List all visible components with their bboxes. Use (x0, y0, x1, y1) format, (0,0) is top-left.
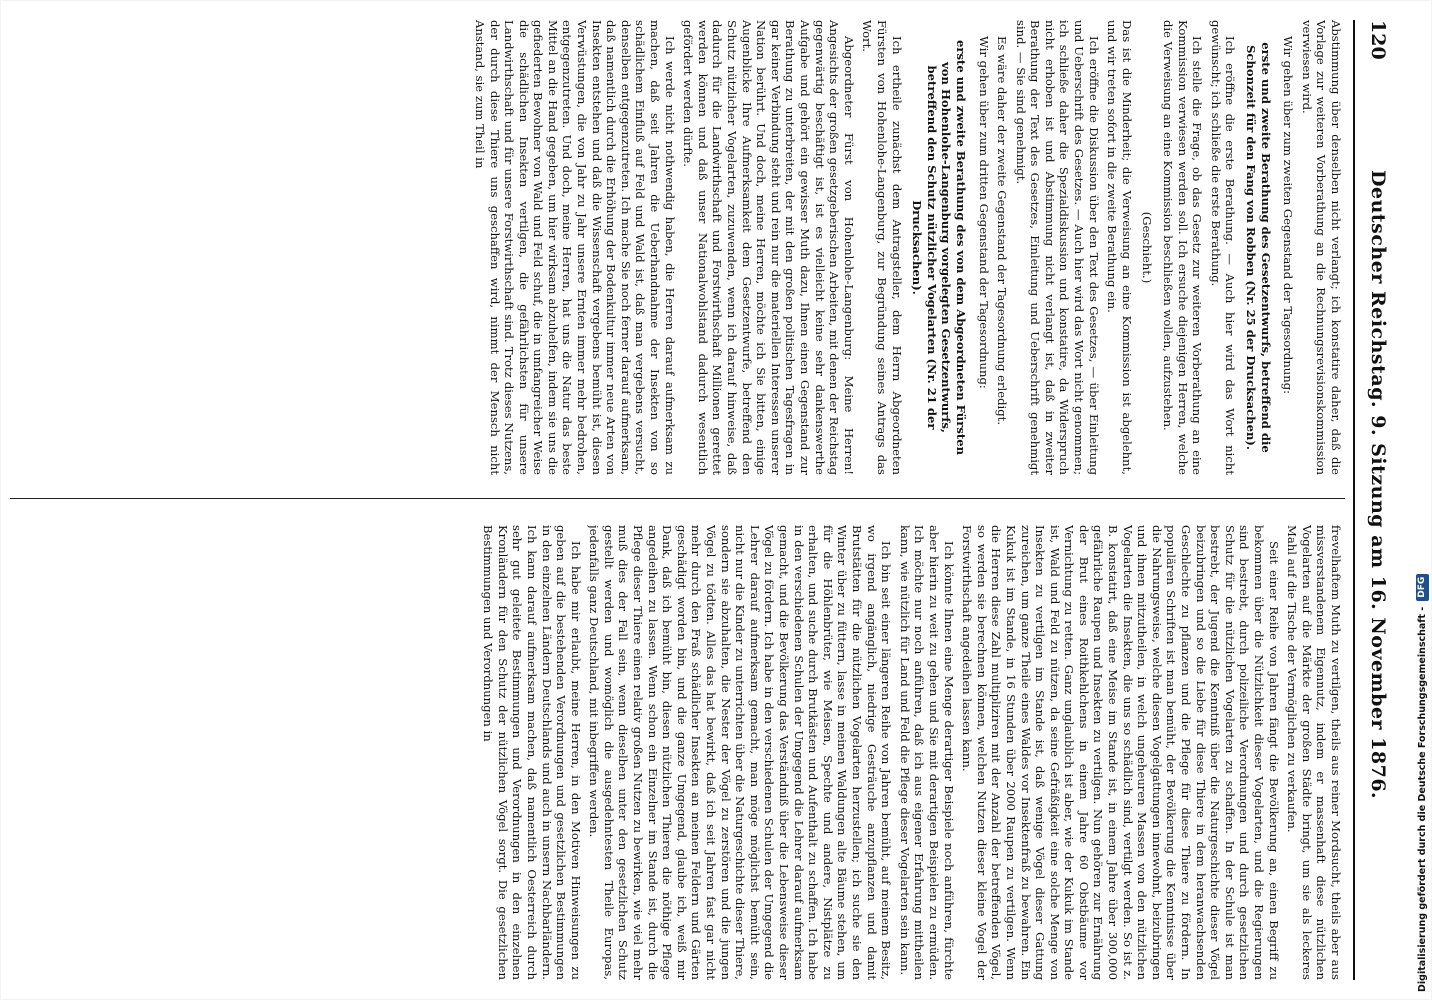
paragraph: Ich eröffne die erste Berathung. — Auch hier wird das Wort nicht gewünscht; ich schließe die erste Berathung. (1208, 20, 1238, 475)
paragraph: Das ist die Minderheit; die Verweisung an eine Kommission ist abgelehnt, und wir treten sofort in die zweite Berathung ein. (1105, 20, 1134, 475)
paragraph: Es wäre daher der zweite Gegenstand der Tagesordnung erledigt. (995, 36, 1010, 426)
speech-paragraph: Ich bin seit einer längeren Reihe von Jahren bemüht, auf meinem Besitz, wo irgend angänglich, niedrige Gesträuche anzupflanzen und damit Brutstätten für die nützlichen Vogelarten herzustellen; ich suche sie den Winter über zu füttern, lasse in meinen Waldungen alte Bäume stehen, um für die Höhlenbrüter, wie Meisen, Spechte und andere, Nistplätze zu erhalten, und suche durch Brutkästen und Aufenthalt zu schaffen. Ich habe in den verschiedenen Schulen der Umgegend die Lehrer darauf aufmerksam gemacht, und die Bevölkerung das Verständniß über die Lebensweise dieser Vögel zu fördern. Ich habe in den verschiedenen Schulen der Umgegend die Lehrer darauf aufmerksam gemacht, man möge möglichst bemüht sein, nicht nur die Kinder zu unterrichten über die Naturgeschichte dieser Thiere, sondern sie abzuhalten, die Nester der Vögel zu zerstören und die jungen Vögel zu tödten. Alles das hat bewirkt, daß ich seit Jahren fast gar nicht mehr durch den Fraß schädlicher Insekten an meinen Feldern und Gärten geschädigt worden bin, und die ganze Umgegend, glaube ich, weiß mir Dank, daß ich bemüht bin, diesen nützlichen Thieren die nöthige Pflege angedeihen zu lassen. Wenn schon ein Einzelner im Stande ist, durch die Pflege dieser Thiere einen relativ großen Nutzen zu bewirken, wie viel mehr muß dies der Fall sein, wenn dieselben unter den gesetzlichen Schutz gestellt werden und womöglich die ausgedehntesten Theile Europas, jedenfalls ganz Deutschland, mit inbegriffen werden. (587, 525, 894, 980)
speech-paragraph: Abgeordneter Fürst von Hohenlohe-Langenburg: Meine Herren! Angesichts der großen gesetzgeberischen Arbeiten, mit denen der Reichstag gegenwärtig beschäftigt ist, ist es vielleicht keine sehr dankenswerthe Aufgabe und gehört ein gewisser Muth dazu, Ihnen einen Gegenstand zur Berathung zu unterbreiten, der mit den großen politischen Tagesfragen in gar keiner Verbindung steht und rein nur die materiellen Interessen unserer Nation berührt. Und doch, meine Herren, möchte ich Sie bitten, einige Augenblicke Ihre Aufmerksamkeit dem Gesetzentwurfe, betreffend den Schutz nützlicher Vogelarten, zuzuwenden, wenn ich darauf hinweise, daß dadurch für die Landwirthschaft und Forstwirthschaft Millionen gerettet werden können und daß unser Nationalwohlstand dadurch wesentlich gefördert werden dürfte. (681, 20, 856, 475)
paragraph: Ich ertheile zunächst dem Antragsteller, dem Herrn Abgeordneten Fürsten von Hohenlohe-Langenburg, zur Begründung seines Antrags das Wort. (860, 20, 904, 475)
speech-paragraph: frevelhaftem Muth zu vertilgen, theils aus reiner Mordsucht, theils aber aus missverstandenem Eigennutz, indem er massenhaft diese nützlichen Vogelarten auf die Märkte der großen Städte bringt, um sie als leckeres Mahl auf die Tische der Vermöglichen zu verkaufen. (1285, 525, 1343, 980)
dfg-logo: DFG (1416, 574, 1429, 601)
page-title: Deutscher Reichstag. 9. Sitzung am 16. November 1876. (1367, 170, 1389, 800)
right-column (8, 525, 1343, 980)
column-divider (10, 498, 1345, 499)
paragraph: Ich stelle die Frage, ob das Gesetz zur weiteren Vorberathung an eine Kommission verwiesen werden soll. Ich ersuche diejenigen Herren, welche die Verweisung an eine Kommission beschließen wollen, aufzustehen. (1161, 20, 1205, 475)
agenda-item-heading: erste und zweite Berathung des von dem Abgeordneten Fürsten von Hohenlohe-Langenburg vorgelegten Gesetzentwurfs, betreffend den Schutz nützlicher Vogelarten (Nr. 21 der Drucksachen). (910, 39, 968, 456)
paragraph: Ich eröffne die Diskussion über den Text des Gesetzes, — über Einleitung und Ueberschrift des Gesetzes. — Auch hier wird das Wort nicht genommen; ich schließe daher die Spezialdiskussion und konstatire, da Widerspruch nicht erhoben ist und Abstimmung nicht verlangt ist, daß in zweiter Berathung der Text des Gesetzes, Einleitung und Ueberschrift genehmigt sind. — Sie sind genehmigt. (1013, 20, 1101, 475)
speech-paragraph: Ich könnte Ihnen eine Menge derartiger Beispiele noch anführen, fürchte aber hierin zu weit zu gehen und Sie mit derartigen Beispielen zu ermüden. Ich möchte nur noch anführen, daß ich aus eigener Erfahrung mittheilen kann, wie nützlich für Land und Feld die Pflege dieser Vogelarten sein kann. (897, 525, 956, 980)
stage-direction: (Geschieht.) (1140, 211, 1155, 284)
rotated-page (0, 20, 1395, 980)
paragraph: Wir gehen über zum zweiten Gegenstand der Tagesordnung: (1281, 36, 1296, 395)
page-number: 120 (1367, 20, 1389, 60)
paragraph: Wir gehen über zum dritten Gegenstand der Tagesordnung: (976, 36, 991, 389)
left-column (8, 20, 1343, 475)
paragraph: Abstimmung über denselben nicht verlangt; ich konstatire daher, daß die Vorlage zur weiteren Vorberathung an die Rechnungsrevisionskommission verwiesen wird. (1299, 20, 1343, 475)
digitization-credit (1414, 12, 1430, 992)
speech-paragraph: Seit einer Reihe von Jahren fängt die Bevölkerung an, einen Begriff zu bekommen über die Nützlichkeit dieser Vogelarten, und die Regierungen sind bestrebt, durch polizeiliche Verordnungen und durch gesetzlichen Schutz für die nützlichen Vogelarten zu schaffen. In der Schule ist man bestrebt, der Jugend die Kenntniß über die Naturgeschichte dieser Vögel beizubringen und so die Liebe für diese Thiere in dem heranwachsenden Geschlechte zu pflanzen und die Pflege für diese Thiere zu fördern. In populären Schriften ist man bemüht, der Bevölkerung die Kenntnisse über die Nahrungsweise, welche diesen Vogelgattungen innewohnt, beizubringen und ihnen mitzutheilen, in welch ungeheuren Massen von den nützlichen Vogelarten die Insekten, die uns so schädlich sind, vertilgt werden. So ist z. B. konstatirt, daß eine Meise im Stande ist, in einem Jahre über 300,000 gefährliche Raupen und Insekten zu vertilgen. Nun gehören zur Ernährung der Brut eines Roithkehlchens in einem Jahre 60 Obstbäume vor Vernichtung zu retten. Ganz unglaublich ist aber, wie der Kukuk im Stande ist, Wald und Feld zu nützen, da seine Gefräßigkeit eine solche Menge von Insekten zu vertilgen im Stande ist, daß wenige Vögel dieser Gattung zureichen, um ganze Theile eines Waldes vor Insektenfraß zu bewahren. Ein Kukuk ist im Stande, in 16 Stunden über 2000 Raupen zu vertilgen. Wenn die Herren diese Zahl multipliziren mit der Anzahl der betreffenden Vögel, so werden sie berechnen können, welchen Nutzen dieser kleine Vogel der Forstwirthschaft angedeihen lassen kann. (960, 525, 1281, 980)
header-rule (1353, 20, 1355, 980)
speech-paragraph: Ich werde nicht nothwendig haben, die Herren darauf aufmerksam zu machen, daß seit Jahren die Ueberhandnahme der Insekten von so schädlichem Einfluß auf Feld und Wald ist, daß man vergebens versucht, denselben entgegenzutreten. Ich mache Sie noch ferner darauf aufmerksam, daß namentlich durch die Erhöhung der Bodenkultur immer neue Arten von Insekten entstehen und daß die Wissenschaft vergebens bemüht ist, diesen Verwüstungen, die von Jahr zu Jahr unsere Ernten immer mehr bedrohen, entgegenzutreten. Und doch, meine Herren, hat uns die Natur das beste Mittel an die Hand gegeben, um hier wirksam abzuhelfen, indem sie uns die gefiederten Bewohner von Wald und Feld schuf, die in umfangreicher Weise die schädlichen Insekten vertilgen, die gefährlichsten für unsere Landwirthschaft und für unsere Forstwirthschaft sind. Trotz dieses Nutzens, der durch diese Thiere uns geschaffen wird, nimmt der Mensch nicht Anstand, sie zum Theil in (472, 20, 677, 475)
credit-text: Digitalisierung gefördert durch die Deutsche Forschungsgemeinschaft - (1416, 606, 1428, 992)
running-head (1355, 20, 1395, 980)
speech-paragraph: Ich habe mir erlaubt, meine Herren, in den Motiven Hinweisungen zu geben auf die bestehenden Verordnungen und gesetzlichen Bestimmungen in den einzelnen Ländern Deutschlands und auch in unsern Nachbarländern. Ich kann darauf aufmerksam machen, daß namentlich Oesterreich durch sehr gut geleitete Bestimmungen und Verordnungen in den einzelnen Kronländern für den Schutz der nützlichen Vögel sorgt. Die gesetzlichen Bestimmungen und Verordnungen in (481, 525, 583, 980)
agenda-item-heading: erste und zweite Berathung des Gesetzentwurfs, betreffend die Schonzeit für den Fang von Robben (Nr. 25 der Drucksachen). (1244, 42, 1273, 453)
